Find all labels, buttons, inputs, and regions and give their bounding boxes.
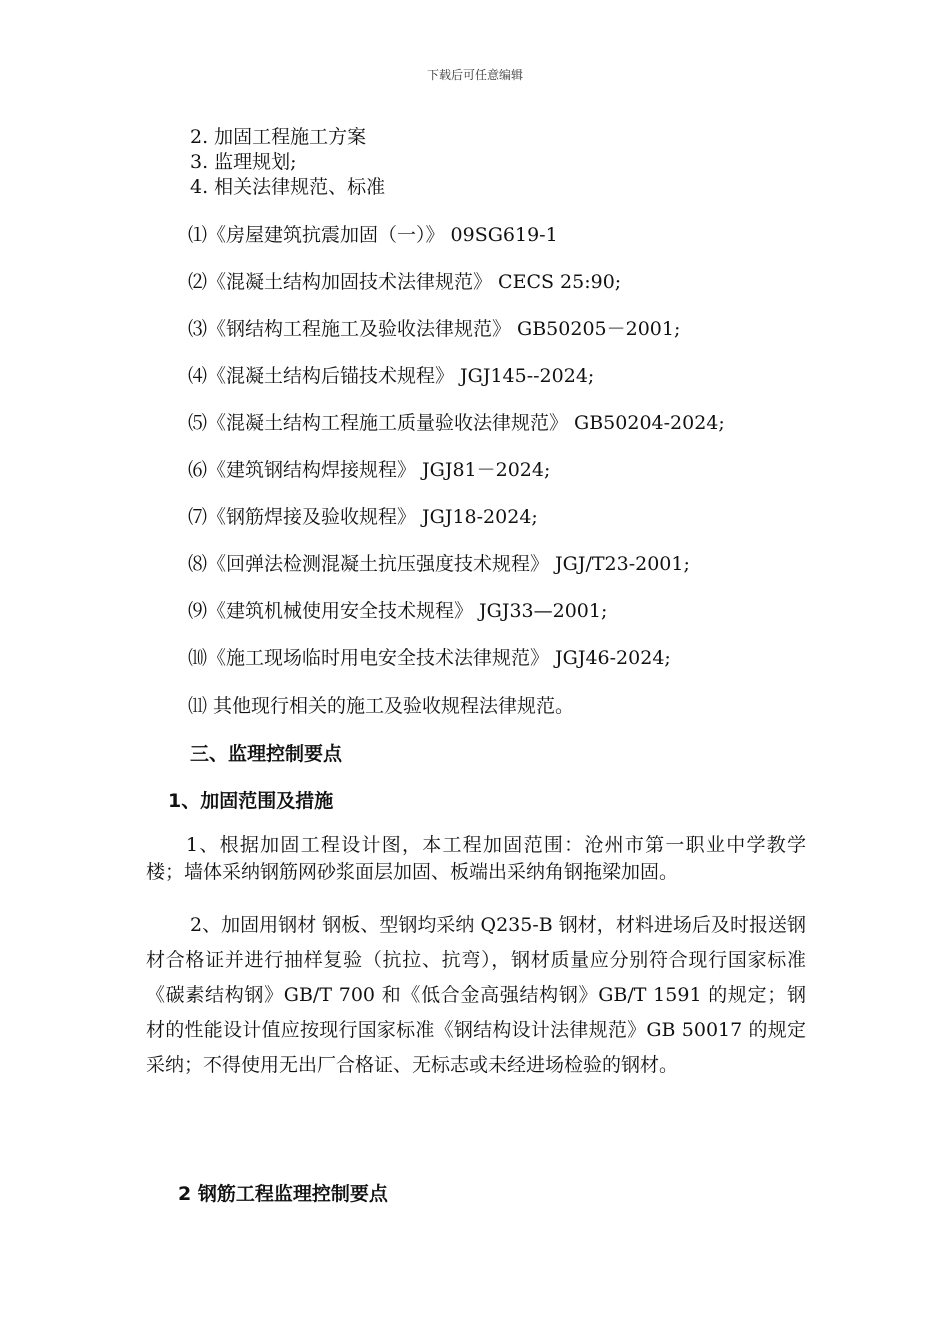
reference-item: ⑴《房屋建筑抗震加固（一）》 09SG619-1: [188, 224, 558, 246]
reference-item: ⑻《回弹法检测混凝土抗压强度技术规程》 JGJ/T23-2001;: [188, 553, 690, 575]
reference-item: ⑺《钢筋焊接及验收规程》 JGJ18-2024;: [188, 506, 538, 528]
reference-item: ⑽《施工现场临时用电安全技术法律规范》 JGJ46-2024;: [188, 647, 671, 669]
reference-item: ⑶《钢结构工程施工及验收法律规范》 GB50205－2001;: [188, 318, 681, 340]
reference-item: ⑼《建筑机械使用安全技术规程》 JGJ33—2001;: [188, 600, 608, 622]
subsection-heading: 2 钢筋工程监理控制要点: [178, 1183, 388, 1205]
numbered-item: 2. 加固工程施工方案: [190, 126, 367, 148]
numbered-item: 3. 监理规划;: [190, 151, 297, 173]
reference-item: ⑹《建筑钢结构焊接规程》 JGJ81－2024;: [188, 459, 551, 481]
reference-item: ⑸《混凝土结构工程施工质量验收法律规范》 GB50204-2024;: [188, 412, 725, 434]
paragraph: 1、根据加固工程设计图，本工程加固范围：沧州市第一职业中学教学楼；墙体采纳钢筋网砂浆面层加固、板端出采纳角钢拖梁加固。: [146, 834, 806, 883]
reference-item: ⑵《混凝土结构加固技术法律规范》 CECS 25:90;: [188, 271, 622, 293]
reference-item: ⑾ 其他现行相关的施工及验收规程法律规范。: [188, 695, 575, 717]
subsection-heading: 1、加固范围及措施: [168, 790, 334, 812]
header-note: 下载后可任意编辑: [426, 68, 523, 82]
section-heading: 三、监理控制要点: [190, 743, 343, 765]
paragraph: 2、加固用钢材 钢板、型钢均采纳 Q235-B 钢材，材料进场后及时报送钢材合格证并进行抽样复验（抗拉、抗弯），钢材质量应分别符合现行国家标准《碳素结构钢》GB/T 700 和《低合金高强结构钢》GB/T 1591 的规定；钢材的性能设计值应按现行国家标准《钢结构设计法律规范》GB 50017 的规定采纳；不得使用无出厂合格证、无标志或未经进场检验的钢材。: [146, 914, 806, 1076]
reference-item: ⑷《混凝土结构后锚技术规程》 JGJ145--2024;: [188, 365, 595, 387]
numbered-item: 4. 相关法律规范、标准: [190, 176, 386, 198]
